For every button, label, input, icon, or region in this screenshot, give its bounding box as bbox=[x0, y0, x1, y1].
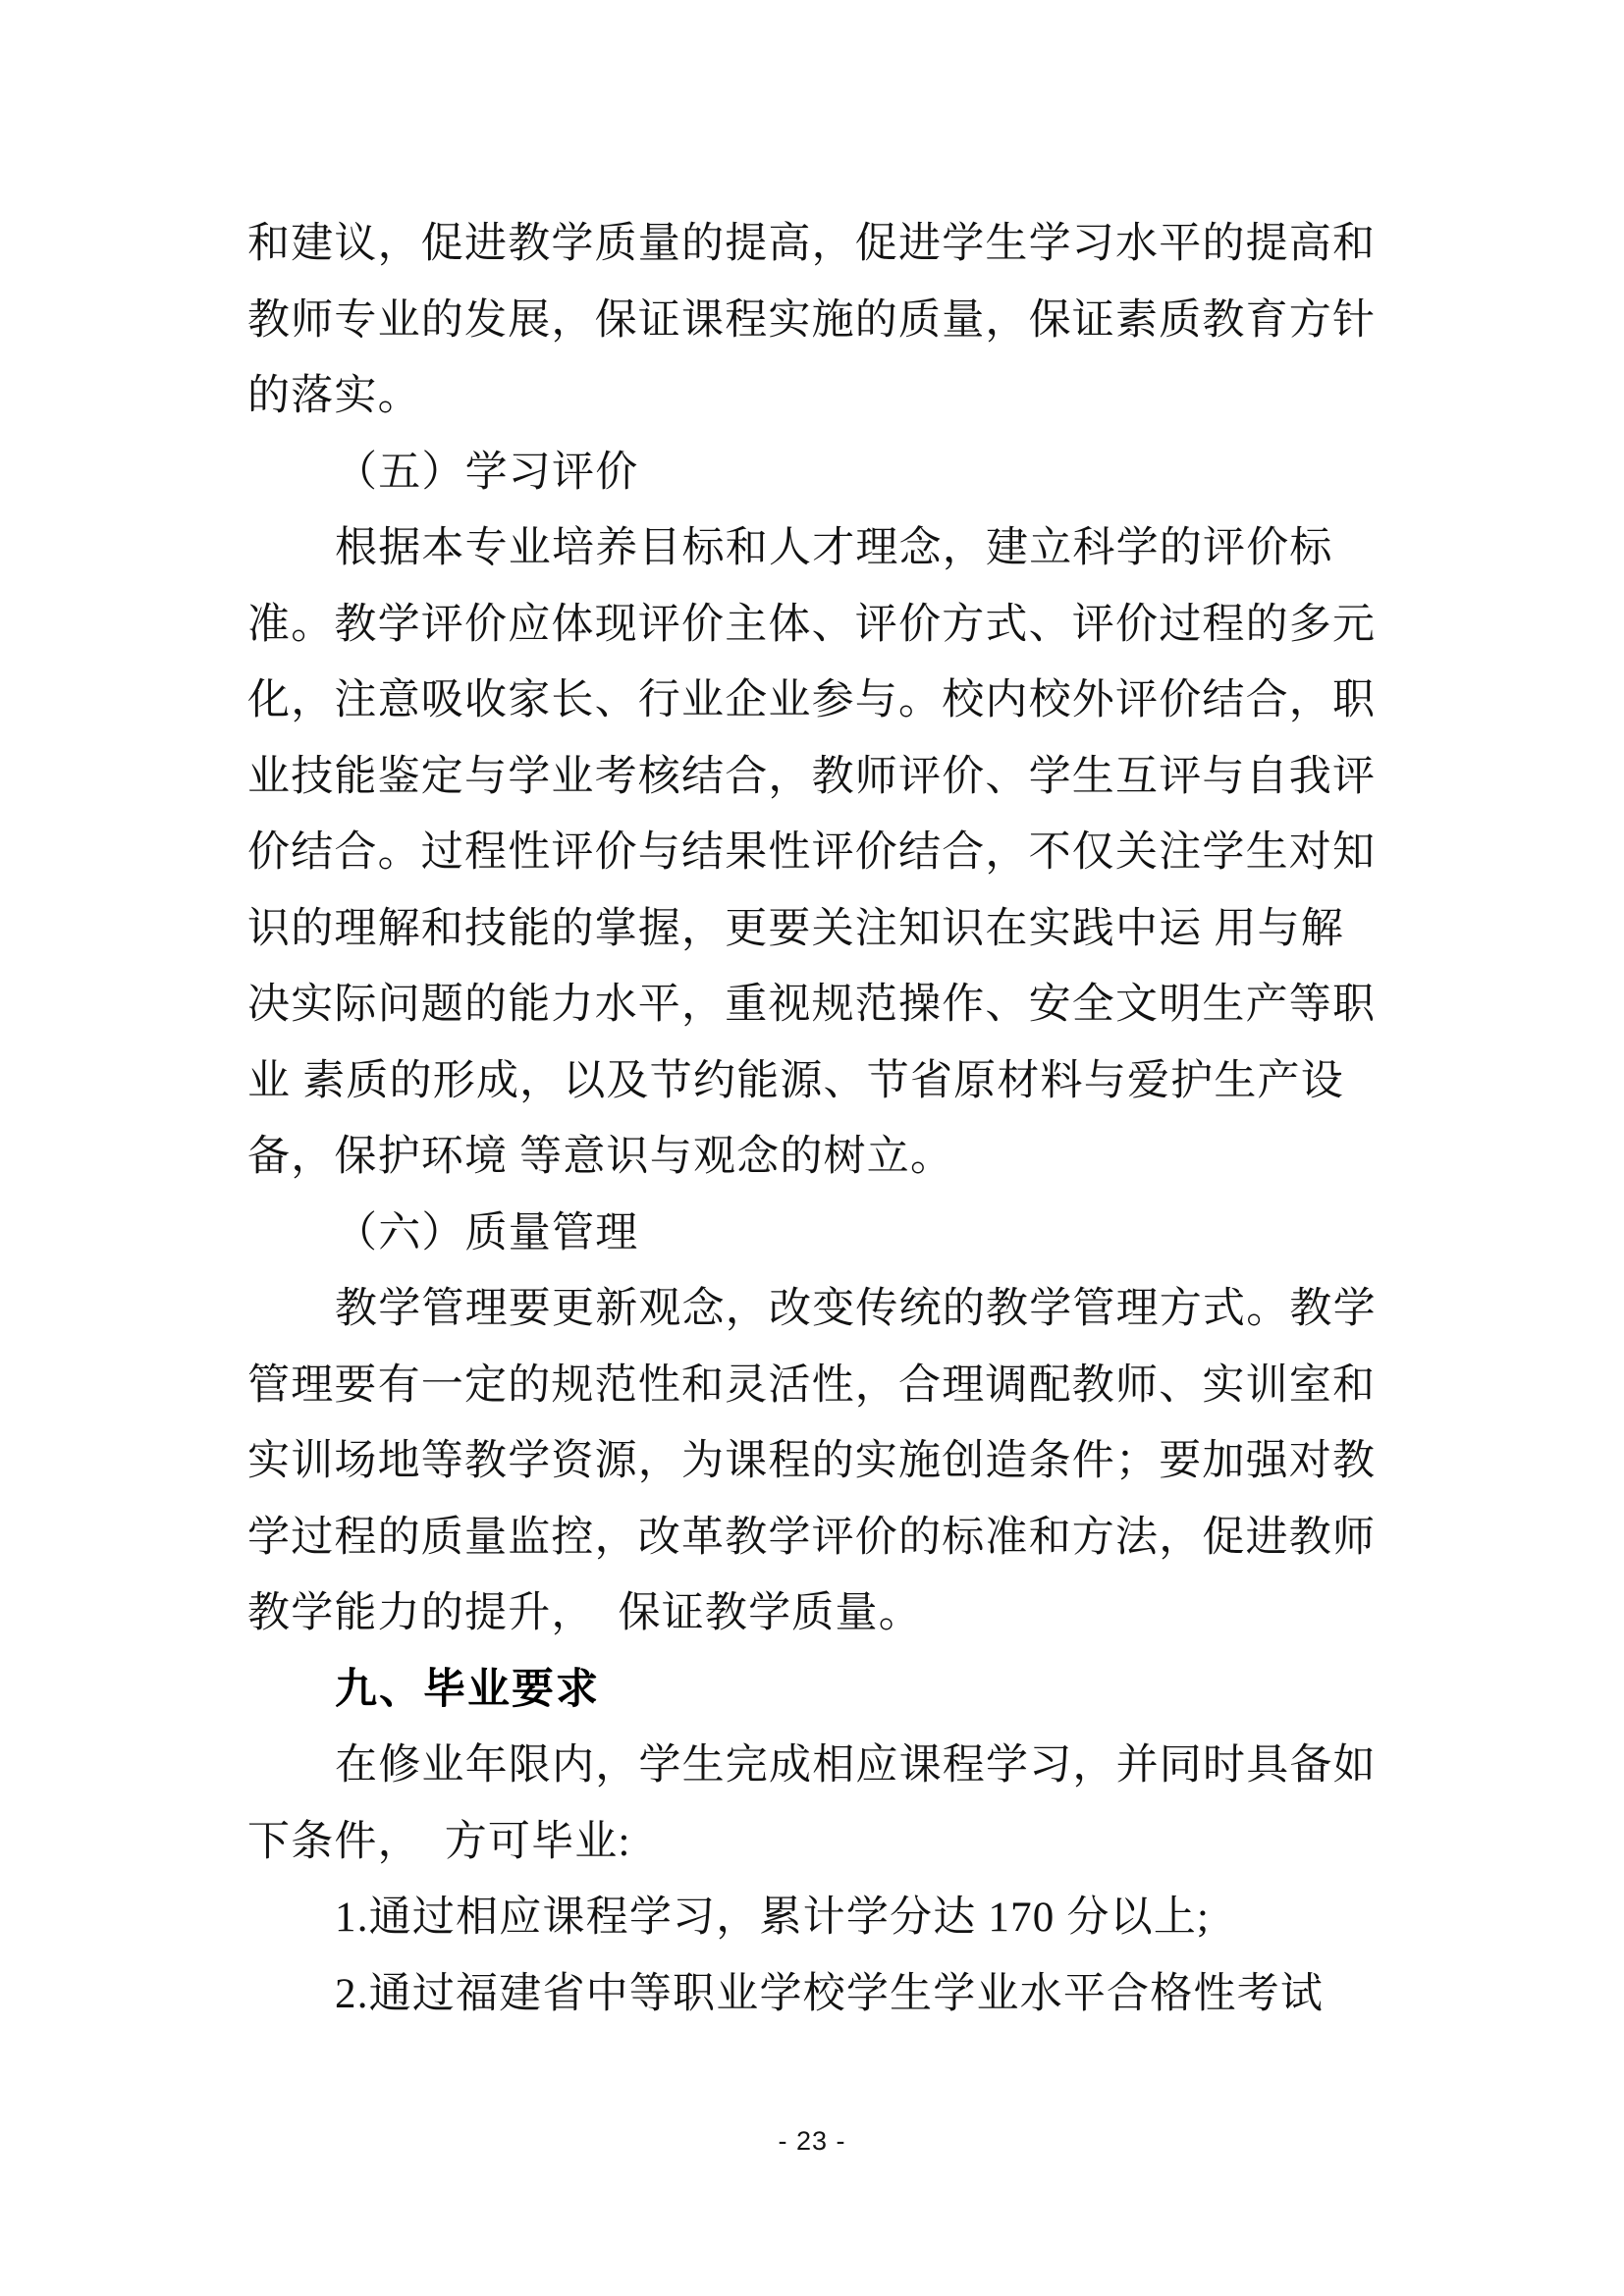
text-line: 准。教学评价应体现评价主体、评价方式、评价过程的多元 bbox=[247, 601, 1377, 648]
text-line: 备，保护环境 等意识与观念的树立。 bbox=[247, 1134, 954, 1180]
text-line: 教师专业的发展，保证课程实施的质量，保证素质教育方针 bbox=[247, 296, 1377, 344]
text-line: 的落实。 bbox=[247, 373, 421, 419]
text-line: 业技能鉴定与学业考核结合，教师评价、学生互评与自我评 bbox=[247, 753, 1377, 800]
subsection-heading: （五）学习评价 bbox=[335, 449, 639, 496]
text-line: 识的理解和技能的掌握，更要关注知识在实践中运 用与解 bbox=[247, 905, 1344, 952]
text-line: 教学能力的提升， 保证教学质量。 bbox=[247, 1590, 922, 1636]
list-item: 1.通过相应课程学习，累计学分达 170 分以上; bbox=[335, 1895, 1211, 1941]
text-line: 管理要有一定的规范性和灵活性，合理调配教师、实训室和 bbox=[247, 1362, 1377, 1409]
text-line: 实训场地等教学资源，为课程的实施创造条件；要加强对教 bbox=[247, 1438, 1377, 1484]
text-line: 业 素质的形成，以及节约能源、节省原材料与爱护生产设 bbox=[247, 1057, 1344, 1104]
section-heading: 九、毕业要求 bbox=[335, 1665, 600, 1713]
text-line: 决实际问题的能力水平，重视规范操作、安全文明生产等职 bbox=[247, 982, 1377, 1028]
list-item: 2.通过福建省中等职业学校学生学业水平合格性考试 bbox=[335, 1970, 1325, 2017]
text-line: 下条件， 方可毕业: bbox=[247, 1818, 631, 1865]
text-line: 学过程的质量监控，改革教学评价的标准和方法，促进教师 bbox=[247, 1514, 1377, 1561]
text-line: 教学管理要更新观念，改变传统的教学管理方式。教学 bbox=[335, 1286, 1377, 1332]
text-line: 根据本专业培养目标和人才理念，建立科学的评价标 bbox=[335, 525, 1333, 571]
text-line: 化，注意吸收家长、行业企业参与。校内校外评价结合，职 bbox=[247, 677, 1377, 723]
document-body bbox=[247, 206, 1380, 2032]
text-line: 和建议，促进教学质量的提高，促进学生学习水平的提高和 bbox=[247, 221, 1377, 267]
text-line: 价结合。过程性评价与结果性评价结合，不仅关注学生对知 bbox=[247, 829, 1377, 876]
subsection-heading: （六）质量管理 bbox=[335, 1209, 639, 1256]
text-line: 在修业年限内，学生完成相应课程学习，并同时具备如 bbox=[335, 1742, 1377, 1789]
page-number: - 23 - bbox=[778, 2126, 846, 2156]
